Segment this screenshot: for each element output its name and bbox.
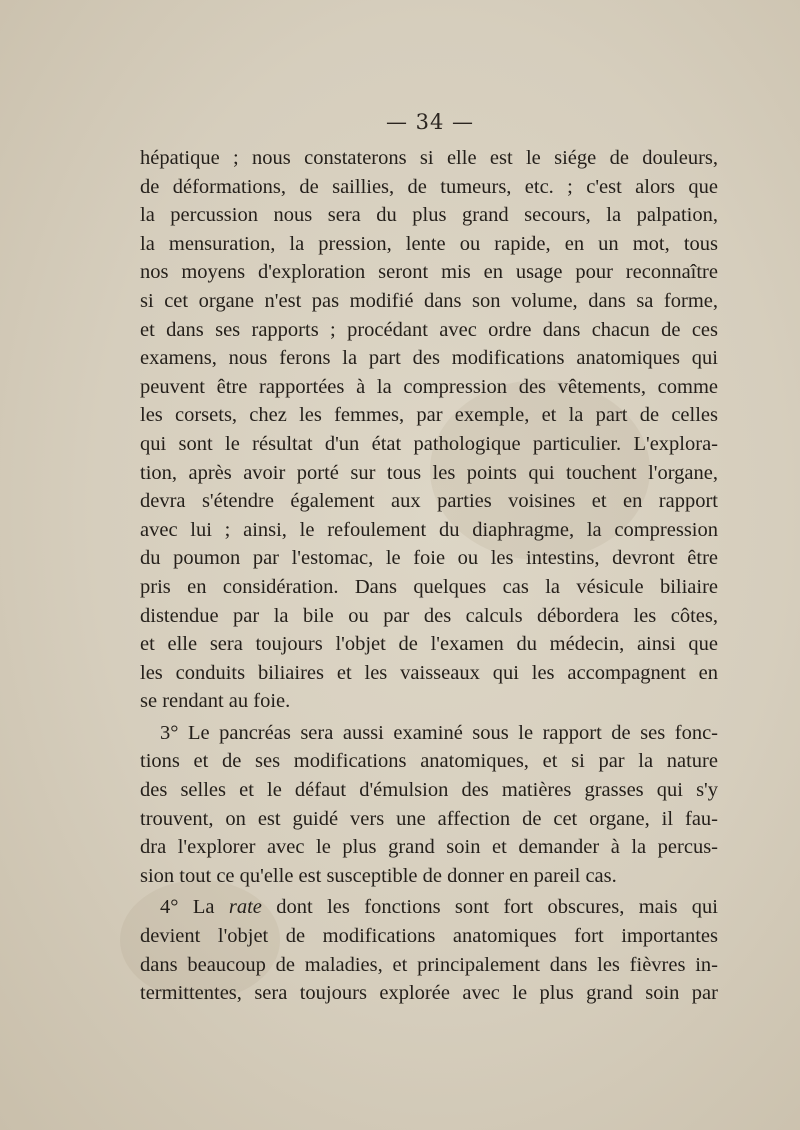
text-line: devra s'étendre également aux parties voisines et en rapport	[140, 490, 718, 513]
text-line: si cet organe n'est pas modifié dans son volume, dans sa forme,	[140, 289, 718, 312]
text-line: avec lui ; ainsi, le refoulement du diaphragme, la compression	[140, 518, 718, 541]
text-line: 3° Le pancréas sera aussi examiné sous le rapport de ses fonc-	[160, 721, 718, 744]
text-line: et dans ses rapports ; procédant avec ordre dans chacun de ces	[140, 318, 718, 341]
text-line: devient l'objet de modifications anatomiques fort importantes	[140, 925, 718, 948]
paragraph-marker: 4° La	[160, 896, 215, 919]
page-number: — 34 —	[385, 110, 475, 134]
text-line: du poumon par l'estomac, le foie ou les intestins, devront être	[140, 547, 718, 570]
text-line: qui sont le résultat d'un état pathologique particulier. L'explora-	[140, 432, 718, 455]
text-line: nos moyens d'exploration seront mis en usage pour reconnaître	[140, 261, 718, 284]
body-text	[140, 144, 718, 1008]
text-line: et elle sera toujours l'objet de l'examen du médecin, ainsi que	[140, 633, 718, 656]
text-line: la percussion nous sera du plus grand secours, la palpation,	[140, 204, 718, 227]
text-fragment: dont les fonctions sont fort obscures, mais qui	[276, 896, 718, 919]
text-line: peuvent être rapportées à la compression des vêtements, comme	[140, 375, 718, 398]
emphasis-word: rate	[228, 896, 262, 919]
text-line: trouvent, on est guidé vers une affection de cet organe, il fau-	[140, 807, 718, 830]
text-line: termittentes, sera toujours explorée avec le plus grand soin par	[140, 982, 718, 1005]
text-line: des selles et le défaut d'émulsion des matières grasses qui s'y	[140, 779, 718, 802]
text-line: de déformations, de saillies, de tumeurs, etc. ; c'est alors que	[140, 175, 718, 198]
text-line: hépatique ; nous constaterons si elle est le siége de douleurs,	[140, 147, 718, 169]
text-line: dans beaucoup de maladies, et principalement dans les fièvres in-	[140, 953, 718, 976]
text-line: examens, nous ferons la part des modifications anatomiques qui	[140, 347, 718, 370]
text-line: sion tout ce qu'elle est susceptible de donner en pareil cas.	[140, 864, 617, 887]
text-line: les conduits biliaires et les vaisseaux qui les accompagnent en	[140, 661, 718, 684]
text-line: tions et de ses modifications anatomiques, et si par la nature	[140, 750, 718, 773]
text-line: tion, après avoir porté sur tous les points qui touchent l'organe,	[140, 461, 718, 484]
text-line: dra l'explorer avec le plus grand soin et demander à la percus-	[140, 836, 718, 859]
text-line: la mensuration, la pression, lente ou rapide, en un mot, tous	[140, 232, 718, 255]
text-line: les corsets, chez les femmes, par exemple, et la part de celles	[140, 404, 718, 427]
text-line: distendue par la bile ou par des calculs débordera les côtes,	[140, 604, 718, 627]
text-line: pris en considération. Dans quelques cas la vésicule biliaire	[140, 575, 718, 598]
text-line: se rendant au foie.	[140, 690, 291, 713]
text-line	[140, 893, 718, 922]
